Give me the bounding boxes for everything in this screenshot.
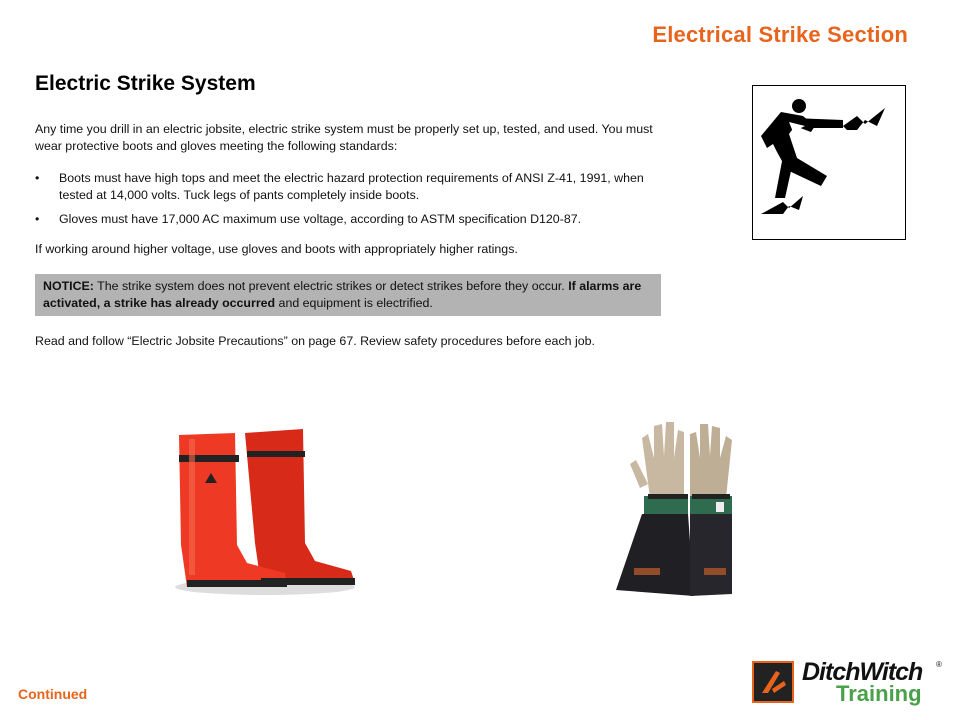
ditch-witch-logo-icon [752, 661, 794, 703]
insulated-electrical-gloves [612, 418, 732, 613]
notice-box [35, 274, 661, 316]
logo-wordmark: DitchWitch [802, 658, 923, 686]
logo-subtitle: Training [836, 681, 922, 706]
logo-registered-mark: ® [936, 660, 942, 669]
list-item-text: Boots must have high tops and meet the electric hazard protection requirements of ANSI Z-41, 1991, when tested at 14,000 volts. Tuck legs of pants completely inside boots. [59, 171, 644, 202]
requirements-list [35, 170, 675, 235]
list-item [35, 170, 675, 204]
notice-label: NOTICE: [43, 279, 94, 293]
list-item [35, 211, 675, 228]
bullet-mark: • [35, 212, 40, 226]
bullet-mark: • [35, 171, 40, 185]
ditch-witch-training-logo [752, 658, 944, 706]
intro-paragraph: Any time you drill in an electric jobsite, electric strike system must be properly set up, tested, and used. You must wear protective boots and gloves meeting the following standards: [35, 122, 653, 153]
page-title: Electric Strike System [35, 72, 256, 95]
notice-text-end: and equipment is electrified. [275, 296, 433, 310]
continued-label: Continued [18, 686, 88, 702]
list-item-text: Gloves must have 17,000 AC maximum use voltage, according to ASTM specification D120-87. [59, 212, 582, 226]
rubber-safety-boots [165, 425, 365, 610]
notice-bold-text: If alarms are activated, a strike has already occurred [43, 279, 642, 310]
voltage-note: If working around higher voltage, use gloves and boots with appropriately higher ratings. [35, 242, 518, 256]
notice-text: The strike system does not prevent electric strikes or detect strikes before they occur. [93, 279, 569, 293]
precautions-note: Read and follow “Electric Jobsite Precautions” on page 67. Review safety procedures before each job. [35, 334, 595, 348]
electric-shock-hazard-icon [752, 85, 906, 240]
section-title: Electrical Strike Section [652, 22, 908, 47]
